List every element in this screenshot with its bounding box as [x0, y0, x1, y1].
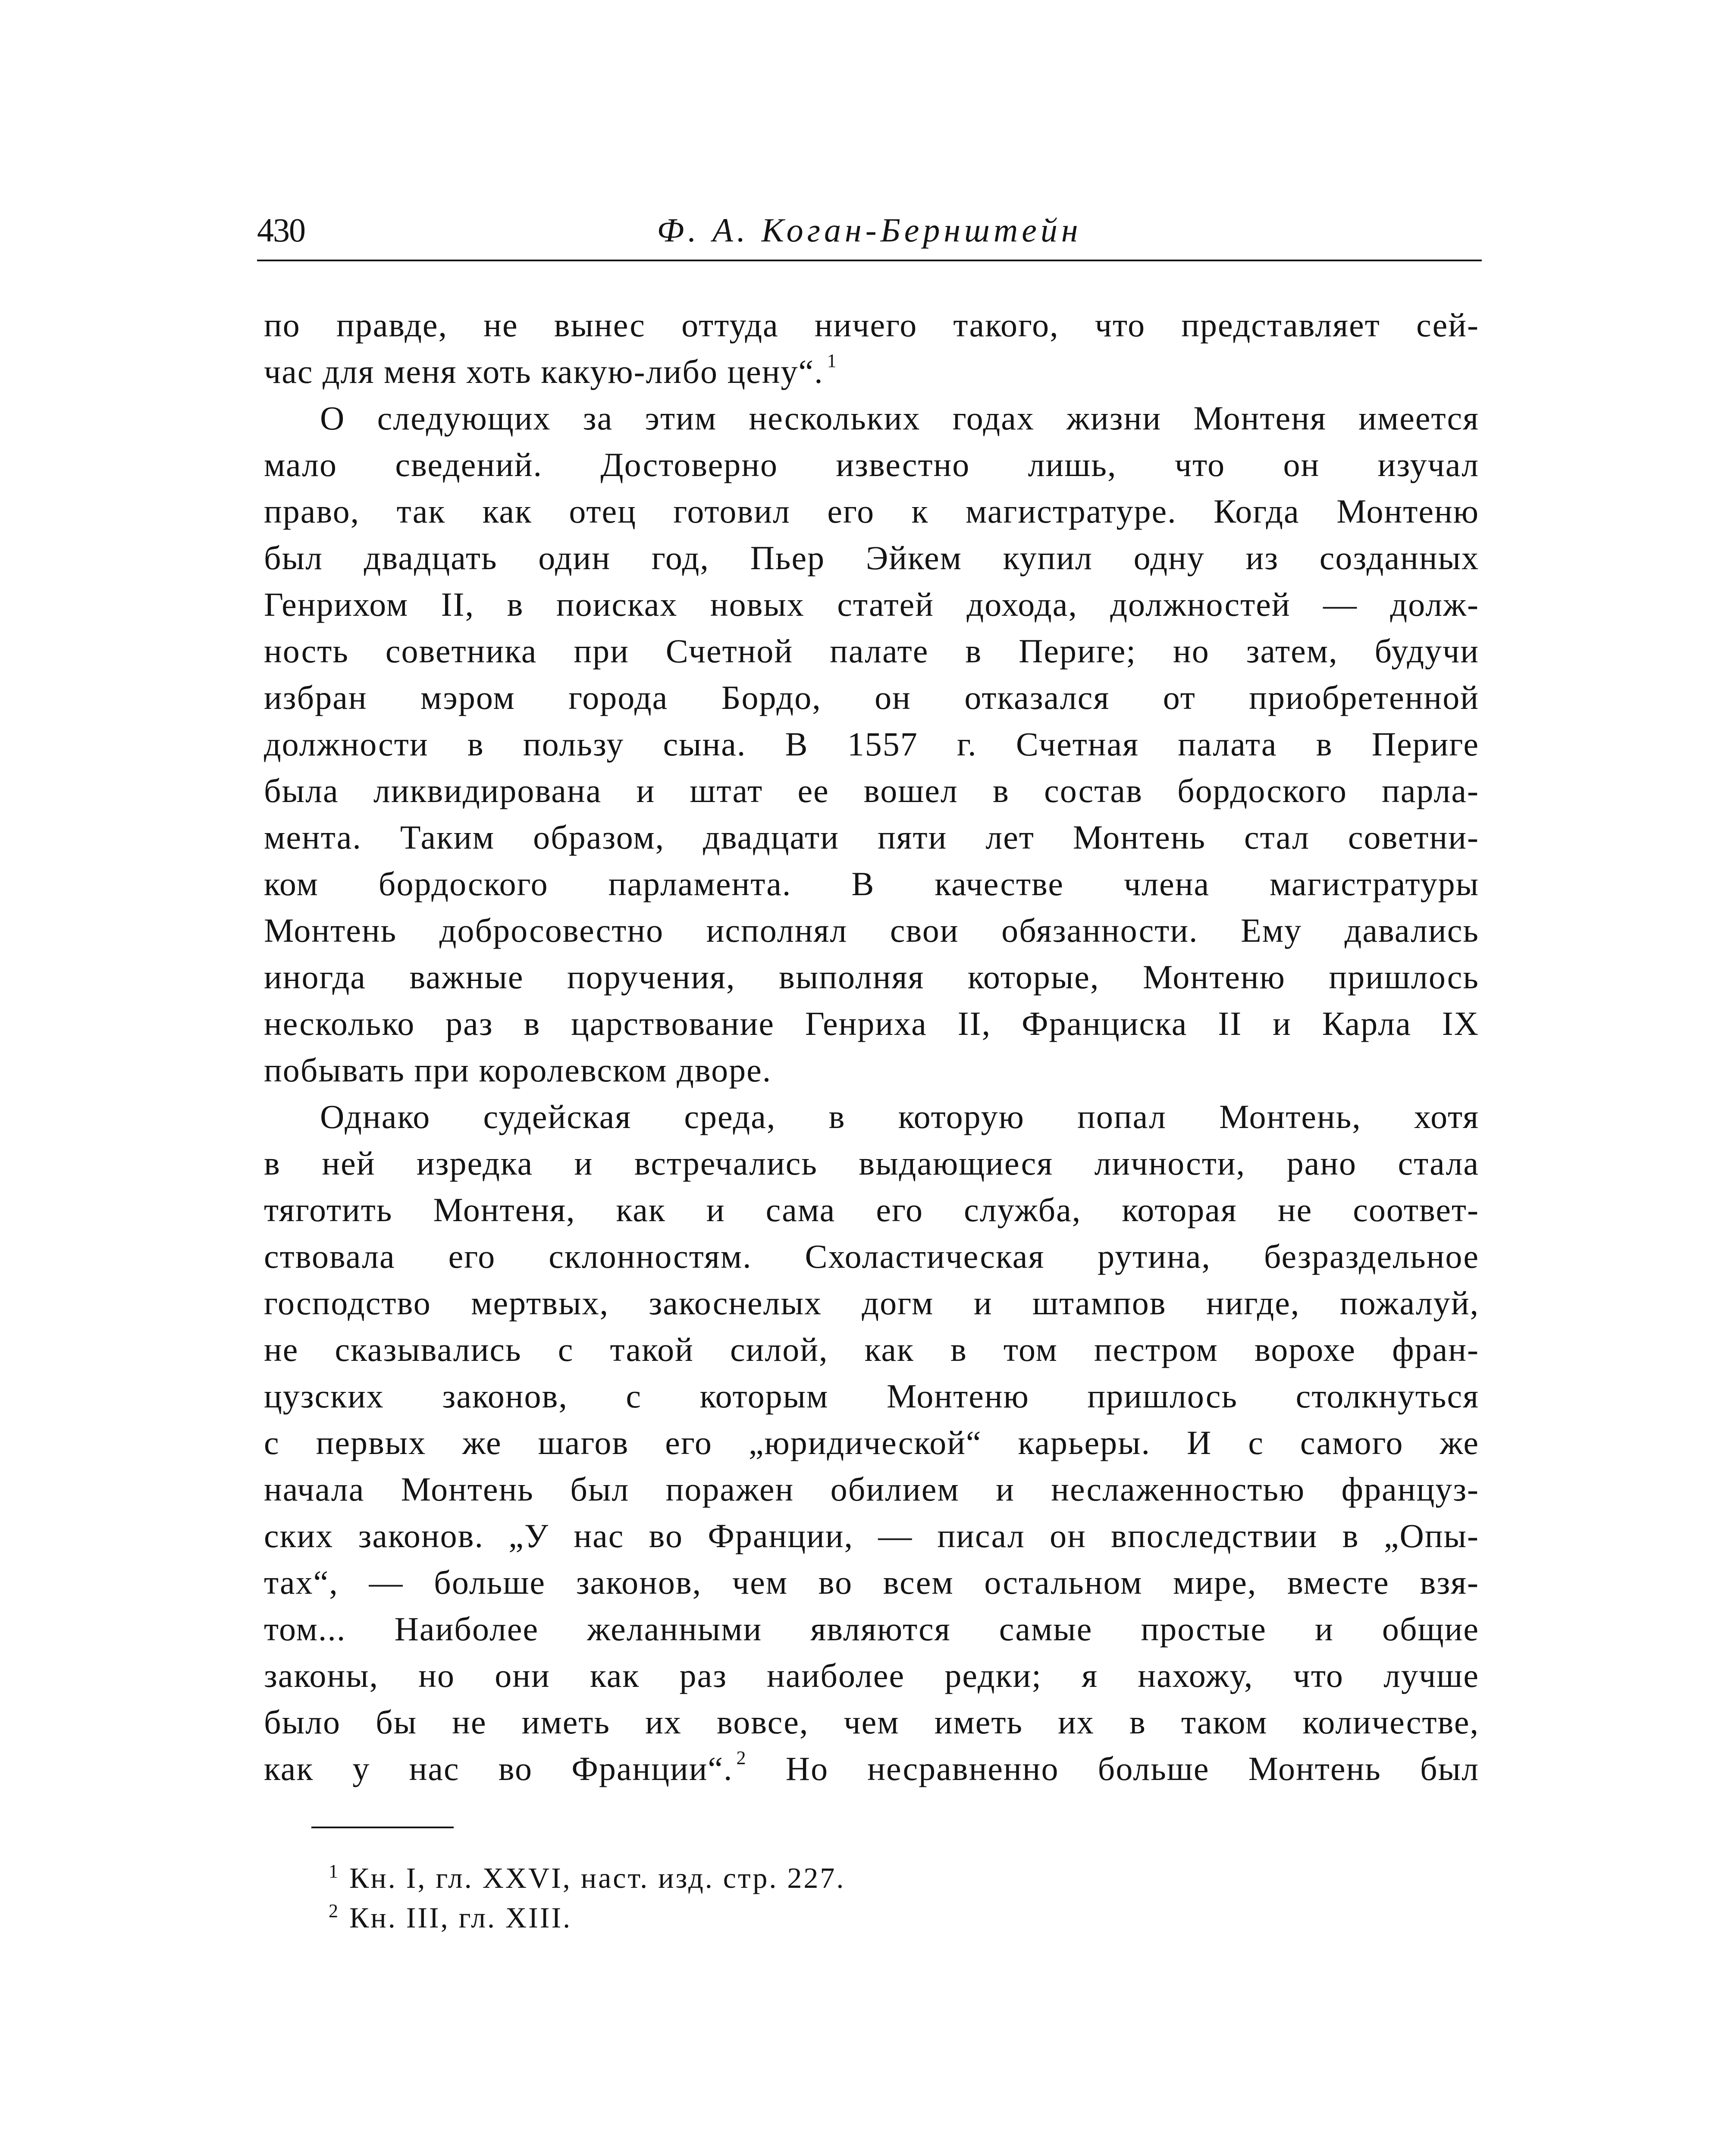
footnote — [329, 1852, 1191, 1895]
footnote — [329, 1891, 1191, 1934]
text-line-content: как у нас во Франции“. — [264, 1750, 733, 1787]
footnote-mark: 2 — [329, 1900, 338, 1921]
header-rule — [257, 260, 1482, 261]
text-line: был двадцать один год, Пьер Эйкем купил одну из созданных — [264, 539, 1479, 577]
text-line: Однако судейская среда, в которую попал Монтень, хотя — [320, 1098, 1479, 1135]
footnote-text: Кн. III, гл. XIII. — [349, 1901, 572, 1934]
body-text — [264, 302, 1479, 1792]
text-line: избран мэром города Бордо, он отказался от приобретенной — [264, 679, 1479, 716]
text-line: право, так как отец готовил его к магистратуре. Когда Монтеню — [264, 492, 1479, 530]
text-line: была ликвидирована и штат ее вошел в состав бордоского парла- — [264, 772, 1479, 809]
text-line: не сказывались с такой силой, как в том пестром ворохе фран- — [264, 1331, 1479, 1368]
running-head: Ф. А. Коган-Бернштейн — [657, 211, 1082, 249]
text-line: мента. Таким образом, двадцати пяти лет Монтень стал советни- — [264, 818, 1479, 856]
text-line-content: час для меня хоть какую-либо цену“. — [264, 353, 824, 390]
text-line: господство мертвых, закоснелых догм и штампов нигде, пожалуй, — [264, 1284, 1479, 1322]
text-line: ность советника при Счетной палате в Периге; но затем, будучи — [264, 632, 1479, 670]
text-line: Генрихом II, в поисках новых статей дохода, должностей — долж- — [264, 586, 1479, 623]
text-line: законы, но они как раз наиболее редки; я нахожу, что лучше — [264, 1657, 1479, 1694]
text-line: Монтень добросовестно исполнял свои обязанности. Ему давались — [264, 912, 1479, 949]
footnote-rule — [311, 1827, 454, 1828]
footnote-reference: 1 — [827, 350, 837, 371]
text-line: несколько раз в царствование Генриха II, Франциска II и Карла IX — [264, 1005, 1479, 1042]
footnote-text: Кн. I, гл. XXVI, наст. изд. стр. 227. — [349, 1861, 846, 1895]
text-line: с первых же шагов его „юридической“ карьеры. И с самого же — [264, 1424, 1479, 1461]
text-line: в ней изредка и встречались выдающиеся личности, рано стала — [264, 1144, 1479, 1182]
text-line: по правде, не вынес оттуда ничего такого, что представляет сей- — [264, 306, 1479, 344]
text-line: ком бордоского парламента. В качестве члена магистратуры — [264, 865, 1479, 903]
footnote-mark: 1 — [329, 1861, 338, 1882]
text-line-content: Но несравненно больше Монтень был — [785, 1750, 1480, 1787]
text-line: иногда важные поручения, выполняя которые, Монтеню пришлось — [264, 958, 1479, 996]
page-number: 430 — [257, 211, 305, 249]
text-line: том... Наиболее желанными являются самые простые и общие — [264, 1610, 1479, 1648]
footnote-reference: 2 — [736, 1747, 747, 1768]
text-line: было бы не иметь их вовсе, чем иметь их в таком количестве, — [264, 1703, 1479, 1741]
text-line: ствовала его склонностям. Схоластическая рутина, безраздельное — [264, 1238, 1479, 1275]
footnotes — [329, 1852, 1191, 1934]
text-line — [264, 348, 1479, 395]
text-line: должности в пользу сына. В 1557 г. Счетная палата в Периге — [264, 725, 1479, 763]
text-line — [264, 1745, 1479, 1792]
page-header — [257, 210, 1482, 250]
text-line: цузских законов, с которым Монтеню пришлось столкнуться — [264, 1377, 1479, 1415]
text-line: ских законов. „У нас во Франции, — писал он впоследствии в „Опы- — [264, 1517, 1479, 1554]
text-line: побывать при королевском дворе. — [264, 1051, 772, 1089]
text-line: начала Монтень был поражен обилием и неслаженностью францyз- — [264, 1470, 1479, 1508]
text-line: тяготить Монтеня, как и сама его служба, которая не соответ- — [264, 1191, 1479, 1228]
text-line: тах“, — больше законов, чем во всем остальном мире, вместе взя- — [264, 1564, 1479, 1601]
text-line: мало сведений. Достоверно известно лишь, что он изучал — [264, 446, 1479, 483]
text-line: О следующих за этим нескольких годах жизни Монтеня имеется — [320, 399, 1479, 437]
